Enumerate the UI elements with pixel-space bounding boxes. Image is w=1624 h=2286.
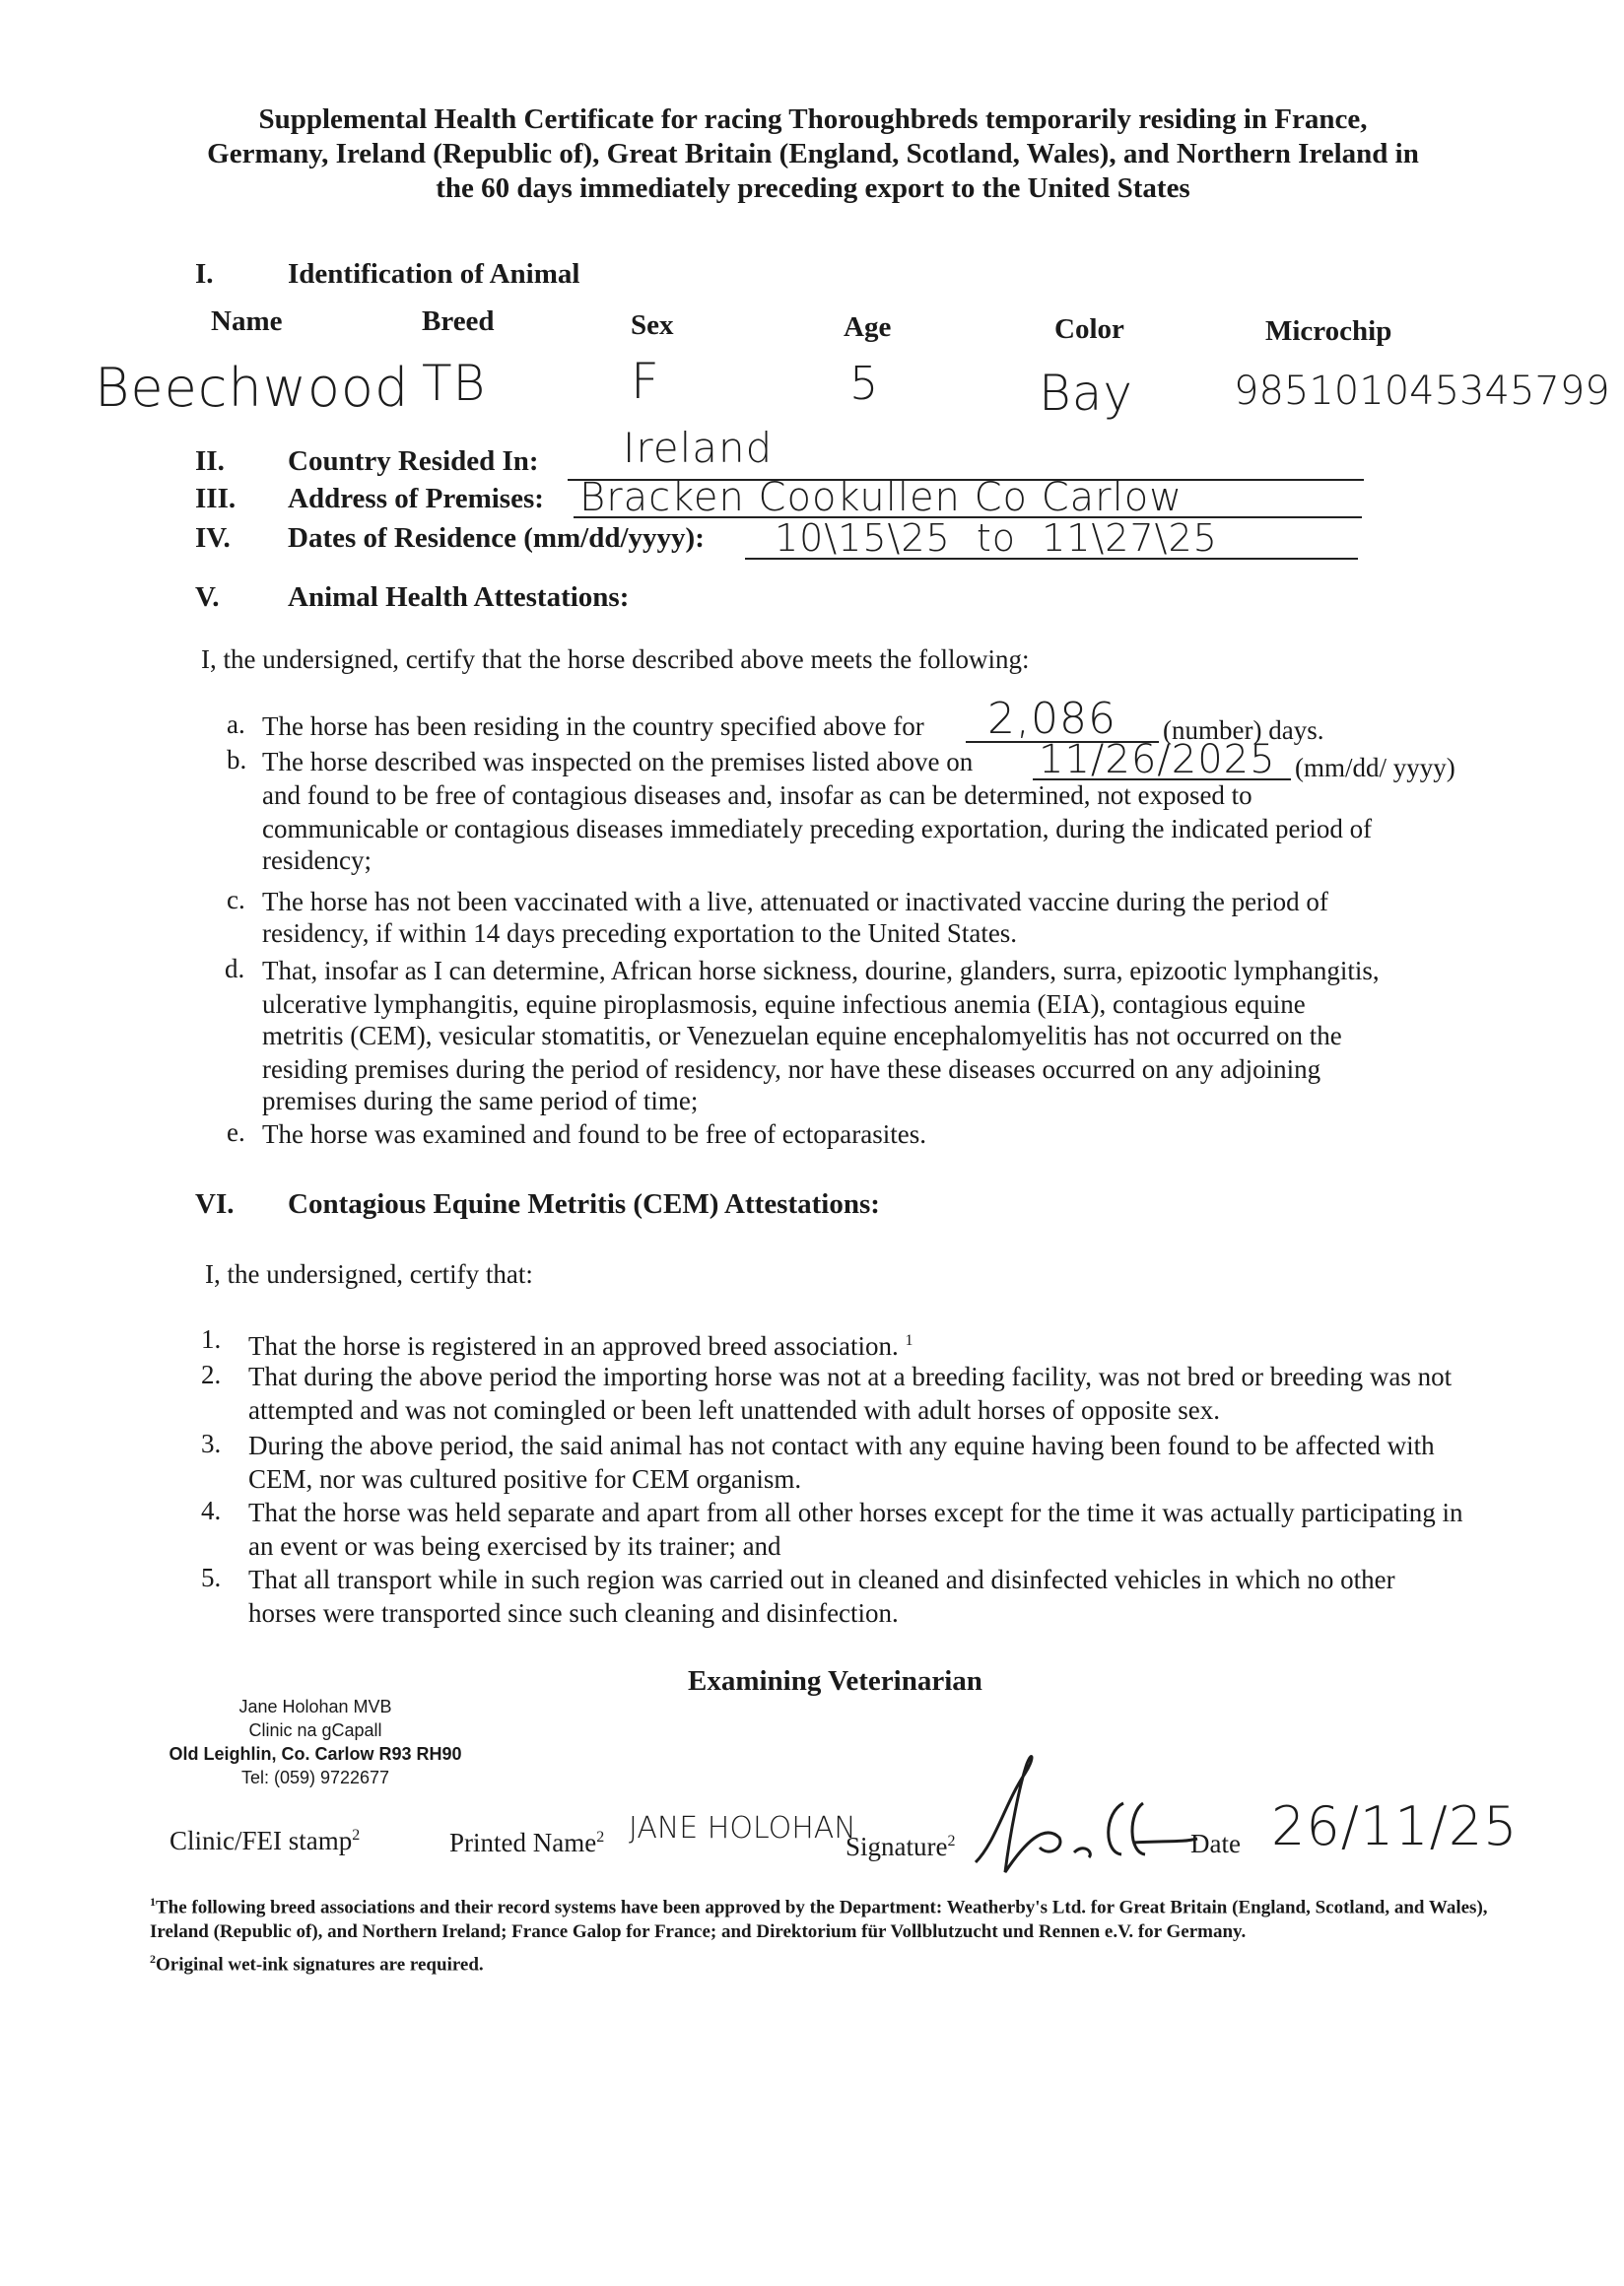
cem-item-1-line-1: That the horse is registered in an approved breed association. $^1$ (248, 1331, 914, 1361)
value-date: 26/11/25 (1271, 1795, 1519, 1857)
section-1-title: Identification of Animal (288, 258, 580, 290)
cem-item-3-line-1: During the above period, the said animal has not contact with any equine having been found to be affected with (248, 1431, 1435, 1460)
item-c-line-2: residency, if within 14 days preceding exportation to the United States. (262, 918, 1018, 948)
section-4-label: Dates of Residence (mm/dd/yyyy): (288, 522, 705, 554)
cem-item-4-line-2: an event or was being exercised by its trainer; and (248, 1531, 781, 1561)
value-printed-name: JANE HOLOHAN (629, 1811, 856, 1846)
header-name: Name (211, 305, 283, 337)
section-1-number: I. (195, 258, 214, 290)
footnote-1 (150, 1890, 1559, 1944)
section-6-title: Contagious Equine Metritis (CEM) Attestations: (288, 1188, 880, 1220)
signature-sup: 2 (947, 1833, 956, 1849)
title-line-3: the 60 days immediately preceding export to the United States (436, 172, 1190, 204)
printed-name-sup: 2 (596, 1829, 605, 1846)
item-b-cont-2: communicable or contagious diseases immediately preceding exportation, during the indicated period of (262, 814, 1373, 843)
value-name: Beechwood (95, 357, 410, 419)
printed-name-label: Printed Name$^2$ (449, 1828, 605, 1857)
certificate-title (108, 102, 1518, 206)
cem-item-2-label: 2. (201, 1360, 222, 1389)
clinic-stamp (148, 1695, 483, 1789)
item-b-text-after: (mm/dd/ yyyy) (1295, 753, 1455, 782)
stamp-line-2: Clinic na gCapall (248, 1720, 382, 1740)
item-e-line-1: The horse was examined and found to be free of ectoparasites. (262, 1119, 926, 1149)
value-breed: TB (422, 355, 487, 412)
cem-item-4-line-1: That the horse was held separate and apart from all other horses except for the time it was actually participating in (248, 1498, 1463, 1527)
item-b-cont-3: residency; (262, 845, 372, 875)
title-line-1: Supplemental Health Certificate for racing Thoroughbreds temporarily residing in France, (258, 103, 1368, 135)
footnote-1-line-2: Ireland (Republic of), and Northern Ireland; France Galop for France; and Direktorium für Vollblutzucht und Rennen e.V. for Germany. (150, 1921, 1247, 1943)
section-3-number: III. (195, 483, 237, 514)
section-6-number: VI. (195, 1188, 235, 1220)
stamp-line-3: Old Leighlin, Co. Carlow R93 RH90 (169, 1744, 462, 1764)
stamp-line-4: Tel: (059) 9722677 (240, 1768, 390, 1787)
header-sex: Sex (631, 309, 674, 341)
vet-signature (966, 1744, 1202, 1882)
cem-item-5-label: 5. (201, 1563, 222, 1592)
section-5-title: Animal Health Attestations: (288, 581, 630, 613)
item-b-text-before: The horse described was inspected on the premises listed above on (262, 747, 974, 776)
value-inspection-date: 11/26/2025 (1039, 737, 1276, 782)
item-b-label: b. (227, 745, 247, 774)
cem-item-4-label: 4. (201, 1496, 222, 1525)
value-country: Ireland (623, 424, 774, 472)
value-sex: F (631, 353, 660, 410)
clinic-stamp-label: Clinic/FEI stamp$^2$ (169, 1826, 361, 1855)
item-d-line-5: premises during the same period of time; (262, 1086, 699, 1115)
signature-label: Signature$^2$ (846, 1832, 956, 1861)
item-d-line-1: That, insofar as I can determine, African horse sickness, dourine, glanders, surra, epizootic lymphangitis, (262, 956, 1380, 985)
cem-item-2-line-2: attempted and was not comingled or been left unattended with adult horses of opposite sex. (248, 1395, 1221, 1425)
header-microchip: Microchip (1265, 315, 1392, 347)
footnote-1-sup: 1 (150, 1895, 156, 1909)
value-color: Bay (1039, 365, 1133, 422)
vet-heading: Examining Veterinarian (688, 1665, 982, 1697)
item-c-label: c. (227, 885, 245, 914)
section-2-label: Country Resided In: (288, 445, 539, 477)
cem-item-3-label: 3. (201, 1429, 222, 1458)
cem-item-1-label: 1. (201, 1324, 222, 1354)
section-5-number: V. (195, 581, 220, 613)
footnote-2-sup: 2 (150, 1952, 156, 1966)
cem-item-3-line-2: CEM, nor was cultured positive for CEM organism. (248, 1464, 802, 1494)
item-d-label: d. (225, 954, 245, 983)
cem-item-5-line-1: That all transport while in such region was carried out in cleaned and disinfected vehicles in which no other (248, 1565, 1395, 1594)
stamp-label-sup: 2 (352, 1827, 361, 1844)
stamp-line-1: Jane Holohan MVB (238, 1697, 392, 1716)
section-6-intro: I, the undersigned, certify that: (205, 1259, 533, 1289)
cem-item-1-sup: 1 (905, 1332, 914, 1349)
value-age: 5 (849, 357, 880, 410)
item-a-text-before: The horse has been residing in the country specified above for (262, 711, 924, 741)
title-line-2: Germany, Ireland (Republic of), Great Britain (England, Scotland, Wales), and Northern Ireland in (207, 138, 1419, 169)
header-breed: Breed (422, 305, 495, 337)
item-a-text-after: (number) days. (1163, 715, 1324, 745)
section-2-number: II. (195, 445, 225, 477)
value-address: Bracken Cookullen Co Carlow (579, 475, 1183, 520)
item-b-cont-1: and found to be free of contagious diseases and, insofar as can be determined, not exposed to (262, 780, 1252, 810)
cem-item-2-line-1: That during the above period the importing horse was not at a breeding facility, was not bred or breeding was not (248, 1362, 1453, 1391)
item-e-label: e. (227, 1117, 245, 1147)
section-3-label: Address of Premises: (288, 483, 544, 514)
section-5-intro: I, the undersigned, certify that the horse described above meets the following: (201, 644, 1030, 674)
item-c-line-1: The horse has not been vaccinated with a live, attenuated or inactivated vaccine during the period of (262, 887, 1328, 916)
item-d-line-3: metritis (CEM), vesicular stomatitis, or Venezuelan equine encephalomyelitis has not occurred on the (262, 1021, 1342, 1050)
item-a-label: a. (227, 709, 245, 739)
header-color: Color (1054, 313, 1124, 345)
value-days: 2,086 (987, 694, 1116, 744)
value-microchip: 985101045345799 (1234, 369, 1610, 414)
item-d-line-4: residing premises during the period of residency, nor have these diseases occurred on any adjoining (262, 1054, 1321, 1084)
footnote-2: $^2$Original wet-ink signatures are required. (150, 1952, 484, 1976)
section-4-number: IV. (195, 522, 231, 554)
footnote-1-line-1: $^1$The following breed associations and their record systems have been approved by the Department: Weatherby's Ltd. for Great Britain (England, Scotland, and Wales), (150, 1895, 1488, 1918)
cem-item-5-line-2: horses were transported since such cleaning and disinfection. (248, 1598, 899, 1628)
item-d-line-2: ulcerative lymphangitis, equine piroplasmosis, equine infectious anemia (EIA), contagious equine (262, 989, 1306, 1019)
header-age: Age (844, 311, 892, 343)
value-dates: 10\15\25 to 11\27\25 (775, 516, 1218, 560)
date-label: Date (1190, 1829, 1241, 1858)
